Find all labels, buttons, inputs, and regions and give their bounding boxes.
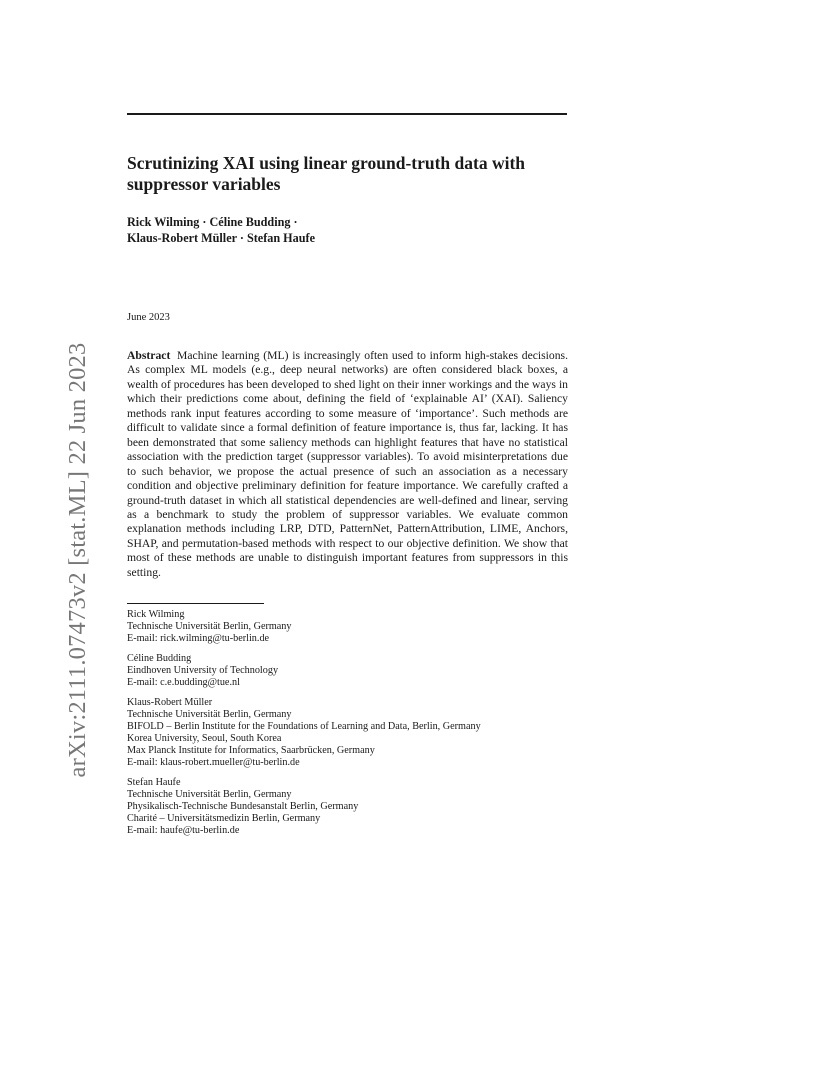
paper-title: Scrutinizing XAI using linear ground-truth data with suppressor variables [127, 153, 526, 194]
affiliation-block [127, 653, 577, 689]
title-top-rule [127, 113, 567, 115]
affiliation-line: BIFOLD – Berlin Institute for the Foundations of Learning and Data, Berlin, Germany [127, 721, 481, 732]
affiliation-block [127, 697, 577, 769]
abstract [127, 349, 568, 580]
author-list [127, 214, 577, 246]
affiliation-line: Céline Budding [127, 653, 192, 664]
affiliation-line: Eindhoven University of Technology [127, 665, 279, 676]
affiliation-line: Physikalisch-Technische Bundesanstalt Berlin, Germany [127, 801, 359, 812]
affiliation-line: Korea University, Seoul, South Korea [127, 733, 282, 744]
affiliation-line: Technische Universität Berlin, Germany [127, 789, 292, 800]
affiliation-line: Max Planck Institute for Informatics, Saarbrücken, Germany [127, 745, 375, 756]
affiliation-email: E-mail: c.e.budding@tue.nl [127, 677, 240, 688]
affiliation-line: Charité – Universitätsmedizin Berlin, Germany [127, 813, 321, 824]
abstract-label: Abstract [127, 349, 171, 362]
affiliation-block [127, 777, 577, 837]
affiliation-line: Technische Universität Berlin, Germany [127, 621, 292, 632]
affiliation-block [127, 609, 577, 645]
affiliation-line: Stefan Haufe [127, 777, 181, 788]
footnote-rule [127, 603, 264, 604]
affiliation-line: Klaus-Robert Müller [127, 697, 213, 708]
affiliation-email: E-mail: klaus-robert.mueller@tu-berlin.de [127, 757, 300, 768]
abstract-text: Machine learning (ML) is increasingly often used to inform high-stakes decisions. As complex ML models (e.g., deep neural networks) are often considered black boxes, a wealth of procedures has been developed to shed light on their inner workings and the ways in which their predictions come about, defining the field of ‘explainable AI’ (XAI). Saliency methods rank input features according to some measure of ‘importance’. Such methods are difficult to validate since a formal definition of feature importance is, thus far, lacking. It has been demonstrated that some saliency methods can highlight features that have no statistical association with the prediction target (suppressor variables). To avoid misinterpretations due to such behavior, we propose the actual presence of such an association as a necessary condition and objective preliminary definition for feature importance. We carefully crafted a ground-truth dataset in which all statistical dependencies are well-defined and linear, serving as a benchmark to study the problem of suppressor variables. We evaluate common explanation methods including LRP, DTD, PatternNet, PatternAttribution, LIME, Anchors, SHAP, and permutation-based methods with respect to our objective definition. We show that most of these methods are unable to distinguish important features from suppressors in this setting. [127, 349, 568, 579]
affiliation-line: Technische Universität Berlin, Germany [127, 709, 292, 720]
affiliation-email: E-mail: haufe@tu-berlin.de [127, 825, 240, 836]
publication-date: June 2023 [127, 312, 170, 323]
arxiv-identifier-stamp: arXiv:2111.07473v2 [stat.ML] 22 Jun 2023 [64, 342, 91, 778]
affiliations-footnote [127, 609, 577, 845]
authors-line-2: Klaus-Robert Müller · Stefan Haufe [127, 231, 315, 245]
authors-line-1: Rick Wilming · Céline Budding · [127, 215, 298, 229]
affiliation-line: Rick Wilming [127, 609, 185, 620]
affiliation-email: E-mail: rick.wilming@tu-berlin.de [127, 633, 270, 644]
